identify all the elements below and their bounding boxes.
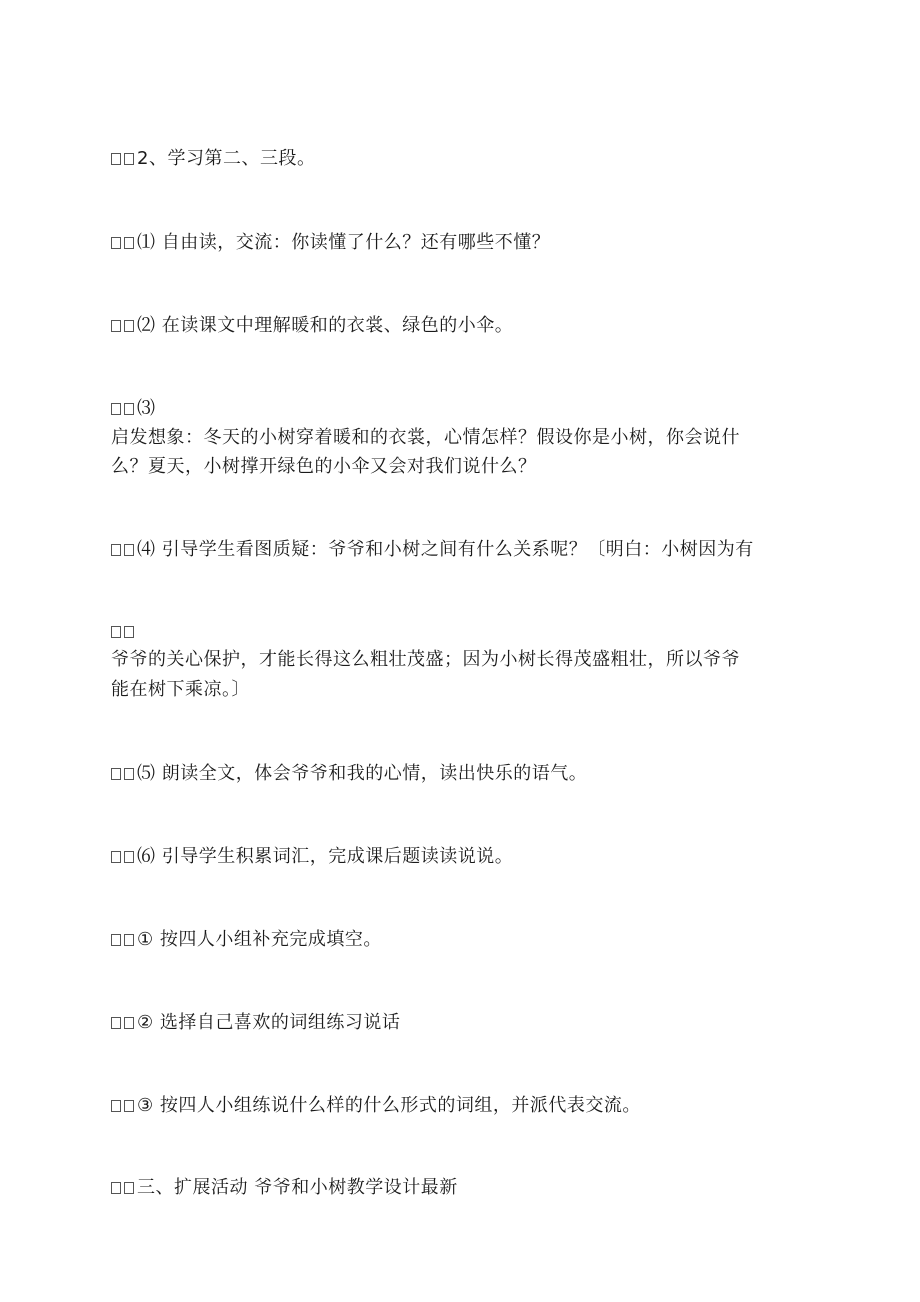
placeholder-box-icon (111, 153, 121, 165)
paragraph-text: ① 按四人小组补充完成填空。 (137, 929, 382, 950)
paragraph-text: 么？夏天，小树撑开绿色的小伞又会对我们说什么？ (111, 456, 537, 477)
paragraph-text: 2、学习第二、三段。 (137, 148, 316, 169)
placeholder-box-icon (124, 851, 134, 863)
placeholder-box-icon (111, 320, 121, 332)
placeholder-box-icon (124, 153, 134, 165)
placeholder-box-icon (124, 237, 134, 249)
paragraph-text: ⑷ 引导学生看图质疑：爷爷和小树之间有什么关系呢？〔明白：小树因为有 (137, 539, 754, 560)
placeholder-box-icon (111, 1182, 121, 1194)
paragraph-text: ③ 按四人小组练说什么样的什么形式的词组，并派代表交流。 (137, 1095, 641, 1116)
paragraph-5-continued-marker (111, 617, 811, 647)
paragraph-text: ⑹ 引导学生积累词汇，完成课后题读读说说。 (137, 846, 514, 867)
placeholder-box-icon (124, 768, 134, 780)
placeholder-box-icon (111, 934, 121, 946)
paragraph-9 (111, 1008, 811, 1038)
paragraph-7 (111, 842, 811, 872)
paragraph-text: ② 选择自己喜欢的词组练习说话 (137, 1012, 401, 1033)
paragraph-text: ⑴ 自由读，交流：你读懂了什么？还有哪些不懂？ (137, 232, 551, 253)
paragraph-text: ⑸ 朗读全文，体会爷爷和我的心情，读出快乐的语气。 (137, 763, 588, 784)
paragraph-4-line-2 (111, 452, 811, 482)
paragraph-5 (111, 535, 811, 565)
placeholder-box-icon (124, 544, 134, 556)
placeholder-box-icon (124, 1182, 134, 1194)
placeholder-box-icon (111, 1100, 121, 1112)
paragraph-text: ⑵ 在读课文中理解暖和的衣裳、绿色的小伞。 (137, 315, 514, 336)
paragraph-text: 能在树下乘凉。〕 (111, 679, 250, 700)
placeholder-box-icon (124, 403, 134, 415)
placeholder-box-icon (111, 626, 121, 638)
paragraph-6 (111, 759, 811, 789)
placeholder-box-icon (111, 768, 121, 780)
placeholder-box-icon (111, 403, 121, 415)
placeholder-box-icon (111, 544, 121, 556)
placeholder-box-icon (124, 934, 134, 946)
placeholder-box-icon (124, 1100, 134, 1112)
placeholder-box-icon (124, 320, 134, 332)
paragraph-text: 爷爷的关心保护，才能长得这么粗壮茂盛；因为小树长得茂盛粗壮，所以爷爷 (111, 649, 740, 670)
paragraph-11 (111, 1173, 811, 1203)
placeholder-box-icon (124, 626, 134, 638)
paragraph-2 (111, 228, 811, 258)
paragraph-4-label (111, 394, 811, 424)
paragraph-10 (111, 1091, 811, 1121)
placeholder-box-icon (111, 851, 121, 863)
paragraph-5-line-3 (111, 675, 811, 705)
paragraph-4-line-1 (111, 423, 811, 453)
paragraph-5-line-2 (111, 645, 811, 675)
paragraph-text: ⑶ (137, 398, 156, 419)
paragraph-text: 启发想象：冬天的小树穿着暖和的衣裳，心情怎样？假设你是小树，你会说什 (111, 427, 740, 448)
placeholder-box-icon (111, 1017, 121, 1029)
placeholder-box-icon (111, 237, 121, 249)
paragraph-1 (111, 144, 811, 174)
paragraph-3 (111, 311, 811, 341)
paragraph-text: 三、扩展活动 爷爷和小树教学设计最新 (137, 1177, 458, 1198)
placeholder-box-icon (124, 1017, 134, 1029)
paragraph-8 (111, 925, 811, 955)
